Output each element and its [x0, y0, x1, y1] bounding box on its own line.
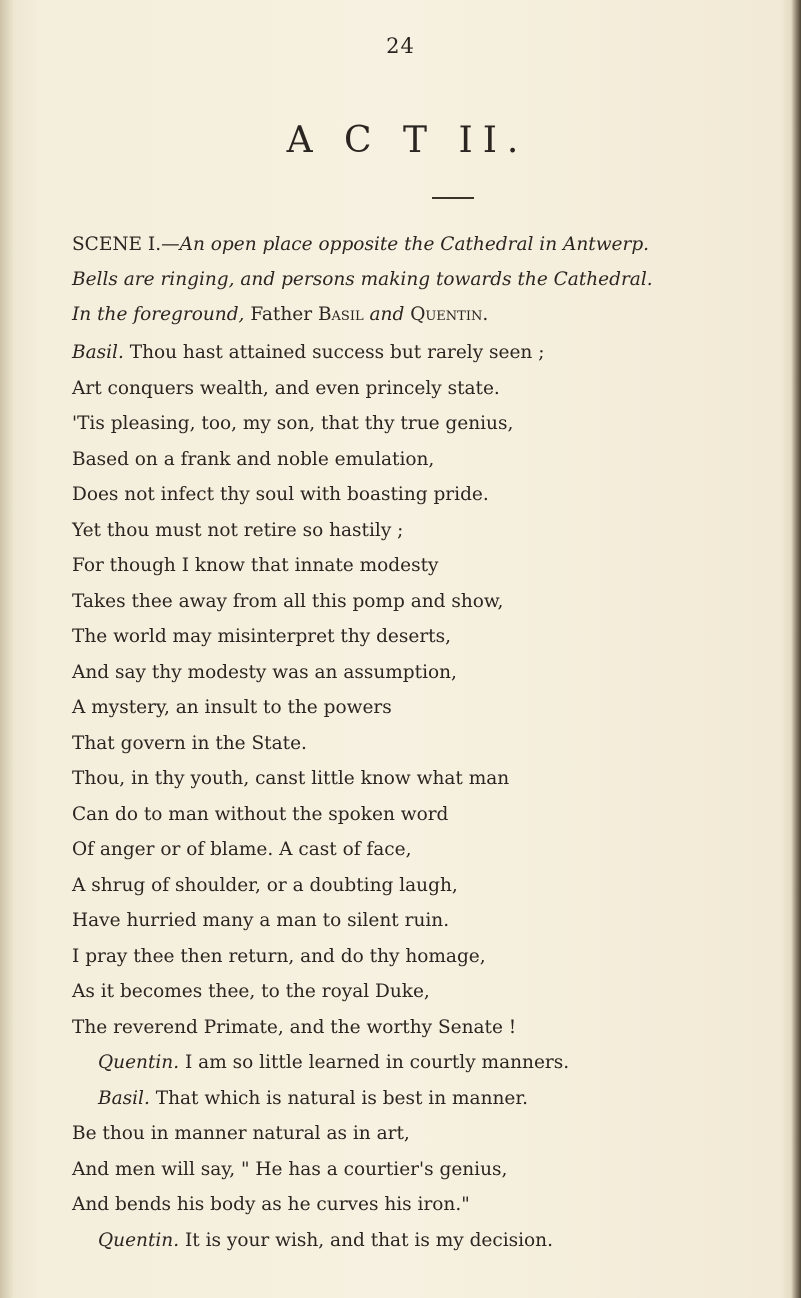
- verse-text: It is your wish, and that is my decision.: [179, 1229, 553, 1251]
- verse-text: And bends his body as he curves his iron.": [72, 1194, 470, 1215]
- verse-text: Of anger or of blame. A cast of face,: [72, 839, 412, 860]
- verse-line: [72, 939, 792, 975]
- verse-text: Thou, in thy youth, canst little know what man: [72, 768, 510, 789]
- verse-line: [72, 832, 792, 868]
- verse-text: I pray thee then return, and do thy homage,: [72, 945, 486, 967]
- scene-label: SCENE: [72, 234, 143, 255]
- verse-text: And men will say, " He has a courtier's genius,: [72, 1158, 508, 1180]
- verse-line: [72, 797, 792, 833]
- verse-text: Have hurried many a man to silent ruin.: [72, 910, 450, 931]
- scene-description-2: Bells are ringing, and persons making towards the Cathedral.: [72, 269, 653, 290]
- verse-line: [72, 406, 792, 442]
- dialogue-verse: [72, 335, 792, 1258]
- verse-line: [72, 442, 792, 478]
- page-gutter-shadow: [0, 0, 14, 1298]
- verse-text: A shrug of shoulder, or a doubting laugh,: [72, 874, 458, 896]
- verse-text: Thou hast attained success but rarely seen ;: [123, 342, 545, 363]
- scene-description-3b: Father: [244, 304, 318, 325]
- verse-line: [72, 655, 792, 691]
- verse-text: As it becomes thee, to the royal Duke,: [72, 981, 430, 1002]
- verse-text: Does not infect thy soul with boasting pride.: [72, 484, 489, 505]
- verse-line: [72, 761, 792, 797]
- verse-line: [72, 335, 792, 371]
- heading-rule: [432, 197, 474, 199]
- speaker-name: Basil.: [72, 342, 124, 363]
- verse-line: [72, 477, 792, 513]
- verse-line: [72, 726, 792, 762]
- verse-line: [72, 371, 792, 407]
- verse-line: [72, 1223, 792, 1259]
- page-edge-shadow: [791, 0, 801, 1298]
- verse-text: Art conquers wealth, and even princely state.: [72, 377, 500, 399]
- verse-text: Yet thou must not retire so hastily ;: [72, 519, 404, 541]
- verse-text: Takes thee away from all this pomp and show,: [72, 590, 504, 612]
- verse-line: [72, 974, 792, 1010]
- character-quentin: Quentin.: [410, 304, 489, 325]
- verse-text: The world may misinterpret thy deserts,: [72, 626, 451, 647]
- verse-line: [72, 1081, 792, 1117]
- verse-text: 'Tis pleasing, too, my son, that thy true genius,: [72, 413, 514, 434]
- verse-line: [72, 903, 792, 939]
- verse-line: [72, 690, 792, 726]
- scene-line-3: [72, 297, 792, 332]
- verse-line: [72, 513, 792, 549]
- act-heading: A C T II.: [286, 120, 529, 161]
- verse-line: [72, 1010, 792, 1046]
- verse-text: The reverend Primate, and the worthy Senate !: [72, 1016, 517, 1038]
- page-number: 24: [386, 34, 415, 58]
- verse-line: [72, 619, 792, 655]
- verse-text: That which is natural is best in manner.: [149, 1087, 529, 1109]
- scene-description: [72, 227, 792, 332]
- character-basil: Basil: [317, 304, 364, 325]
- scene-description-1: An open place opposite the Cathedral in Antwerp.: [179, 234, 650, 255]
- verse-text: A mystery, an insult to the powers: [72, 697, 392, 718]
- verse-text: For though I know that innate modesty: [72, 555, 439, 576]
- verse-line: [72, 1045, 792, 1081]
- verse-line: [72, 1152, 792, 1188]
- scene-number: I.—: [147, 234, 180, 255]
- verse-text: And say thy modesty was an assumption,: [72, 661, 457, 683]
- verse-text: Can do to man without the spoken word: [72, 803, 449, 825]
- verse-text: Based on a frank and noble emulation,: [72, 448, 435, 470]
- speaker-name: Quentin.: [98, 1229, 180, 1251]
- verse-text: Be thou in manner natural as in art,: [72, 1123, 410, 1144]
- verse-line: [72, 1187, 792, 1223]
- verse-line: [72, 1116, 792, 1152]
- verse-line: [72, 868, 792, 904]
- scene-line-1: [72, 227, 792, 262]
- verse-text: I am so little learned in courtly manners.: [179, 1052, 570, 1073]
- speaker-name: Basil.: [98, 1087, 150, 1109]
- scene-line-2: [72, 262, 792, 297]
- scene-description-3c: and: [363, 304, 411, 325]
- scene-description-3a: In the foreground,: [72, 304, 245, 325]
- verse-line: [72, 584, 792, 620]
- verse-text: That govern in the State.: [72, 732, 307, 754]
- speaker-name: Quentin.: [98, 1052, 180, 1073]
- verse-line: [72, 548, 792, 584]
